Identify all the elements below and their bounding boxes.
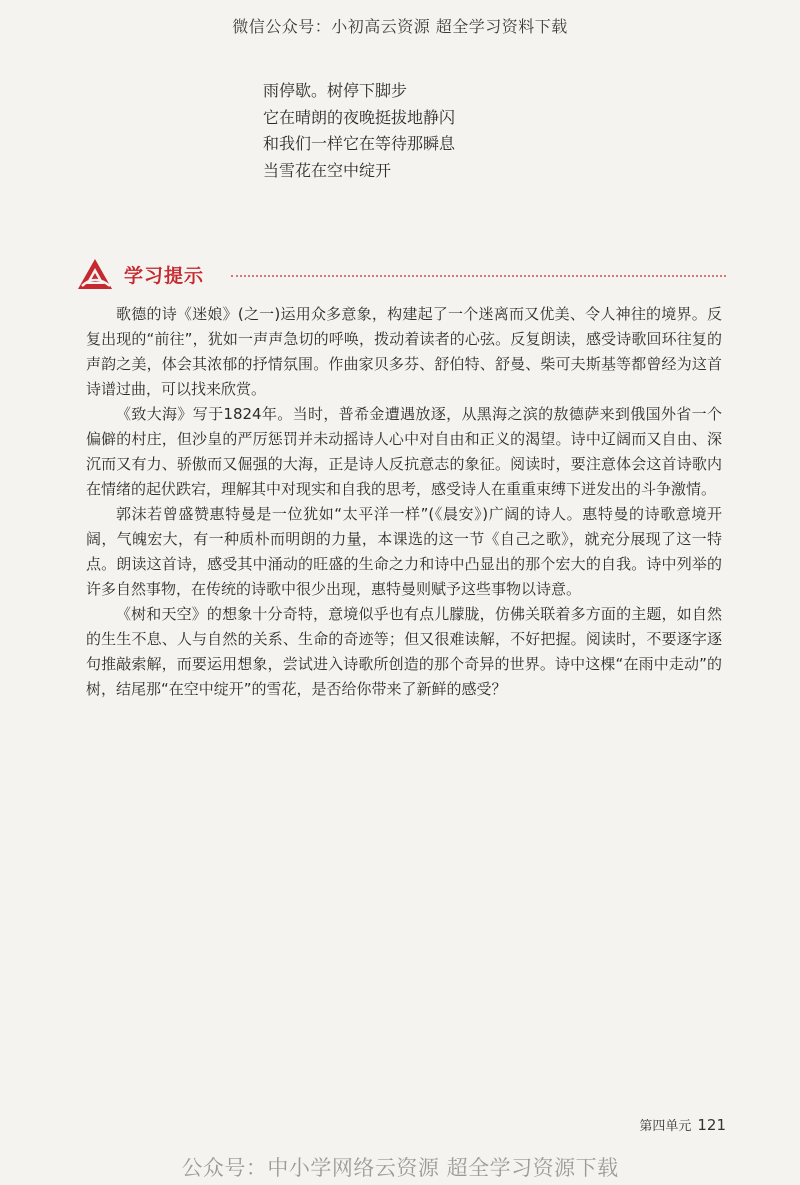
bottom-watermark: 公众号：中小学网络云资源 超全学习资源下载 bbox=[181, 1156, 619, 1180]
tips-paragraph: 《树和天空》的想象十分奇特，意境似乎也有点儿朦胧，仿佛关联着多方面的主题，如自然的生生不息、人与自然的关系、生命的奇迹等；但又很难读解，不好把握。阅读时，不要逐字逐句推敲索解，而要运用想象，尝试进入诗歌所创造的那个奇异的世界。诗中这棵“在雨中走动”的树，结尾那“在空中绽开”的雪花，是否给你带来了新鲜的感受？ bbox=[86, 605, 722, 698]
poem-line: 当雪花在空中绽开 bbox=[263, 160, 392, 180]
unit-label: 第四单元 bbox=[639, 1119, 692, 1134]
poem-excerpt bbox=[263, 78, 455, 184]
poem-line: 和我们一样它在等待那瞬息 bbox=[263, 134, 456, 153]
dotted-divider bbox=[231, 275, 726, 277]
learning-tips-title: 学习提示 bbox=[124, 265, 205, 287]
tips-paragraph: 《致大海》写于1824年。当时，普希金遭遇放逐，从黑海之滨的敖德萨来到俄国外省一个偏僻的村庄，但沙皇的严厉惩罚并未动摇诗人心中对自由和正义的渴望。诗中辽阔而又自由、深沉而又有力、骄傲而又倔强的大海，正是诗人反抗意志的象征。阅读时，要注意体会这首诗歌内在情绪的起伏跌宕，理解其中对现实和自我的思考，感受诗人在重重束缚下迸发出的斗争激情。 bbox=[86, 405, 722, 498]
tips-paragraph: 歌德的诗《迷娘》(之一)运用众多意象，构建起了一个迷离而又优美、令人神往的境界。反复出现的“前往”，犹如一声声急切的呼唤，拨动着读者的心弦。反复朗读，感受诗歌回环往复的声韵之美，体会其浓郁的抒情氛围。作曲家贝多芬、舒伯特、舒曼、柴可夫斯基等都曾经为这首诗谱过曲，可以找来欣赏。 bbox=[86, 305, 722, 398]
top-watermark: 微信公众号：小初高云资源 超全学习资料下载 bbox=[232, 17, 568, 36]
learning-tips-triangle-icon bbox=[76, 256, 114, 294]
learning-tips-body bbox=[86, 302, 722, 702]
tips-paragraph: 郭沫若曾盛赞惠特曼是一位犹如“太平洋一样”(《晨安》)广阔的诗人。惠特曼的诗歌意境开阔，气魄宏大，有一种质朴而明朗的力量，本课选的这一节《自己之歌》，就充分展现了这一特点。朗读这首诗，感受其中涌动的旺盛的生命之力和诗中凸显出的那个宏大的自我。诗中列举的许多自然事物，在传统的诗歌中很少出现，惠特曼则赋予这些事物以诗意。 bbox=[86, 505, 722, 598]
learning-tips-header bbox=[76, 256, 726, 296]
poem-line: 雨停歇。树停下脚步 bbox=[263, 81, 408, 100]
poem-line: 它在晴朗的夜晚挺拔地静闪 bbox=[263, 107, 456, 127]
page-number: 121 bbox=[697, 1116, 726, 1134]
page-footer bbox=[639, 1115, 726, 1134]
